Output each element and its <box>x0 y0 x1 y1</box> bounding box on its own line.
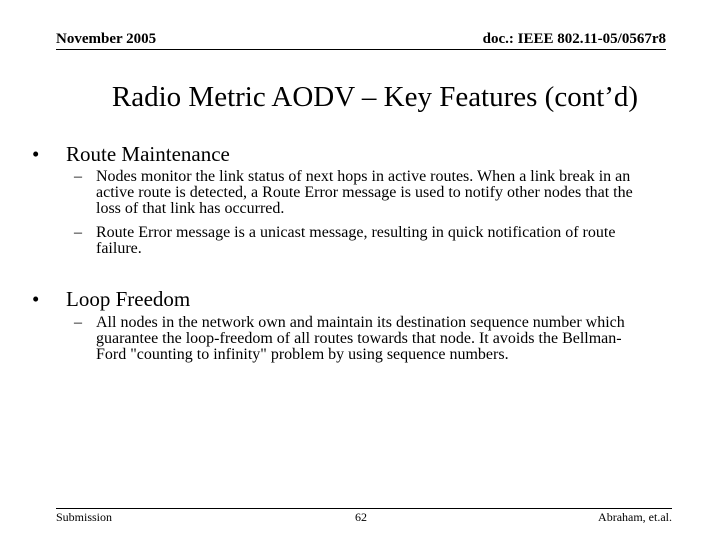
bullet-marker: • <box>32 142 40 166</box>
bullet-label: Route Maintenance <box>66 142 230 166</box>
header-date: November 2005 <box>56 31 157 47</box>
header-doc-id: doc.: IEEE 802.11-05/0567r8 <box>482 31 666 47</box>
footer-submission: Submission <box>56 510 113 524</box>
footer-divider <box>56 508 672 509</box>
dash-marker: – <box>74 224 82 241</box>
bullet-marker: • <box>32 287 40 311</box>
sub-item-text: Route Error message is a unicast message, resulting in quick notification of route failure. <box>96 224 616 257</box>
bullet-route-maintenance <box>32 142 230 166</box>
sub-item <box>74 169 644 217</box>
slide-title: Radio Metric AODV – Key Features (cont’d) <box>111 81 639 113</box>
header-divider <box>56 49 666 50</box>
sub-item-text: All nodes in the network own and maintain its destination sequence number which guarantee the loop-freedom of all routes towards that node. It avoids the Bellman-Ford "counting to infinity" problem by using sequence numbers. <box>96 314 625 363</box>
sub-item-text: Nodes monitor the link status of next hops in active routes. When a link break in an active route is detected, a Route Error message is used to notify other nodes that the loss of that link has occurred. <box>96 168 633 217</box>
dash-marker: – <box>74 314 82 331</box>
footer-authors: Abraham, et.al. <box>598 510 672 524</box>
sub-item <box>74 225 644 257</box>
bullet-label: Loop Freedom <box>66 287 191 311</box>
dash-marker: – <box>74 168 82 185</box>
sub-item <box>74 315 644 363</box>
bullet-loop-freedom <box>32 287 190 311</box>
footer-page-number: 62 <box>355 510 367 524</box>
